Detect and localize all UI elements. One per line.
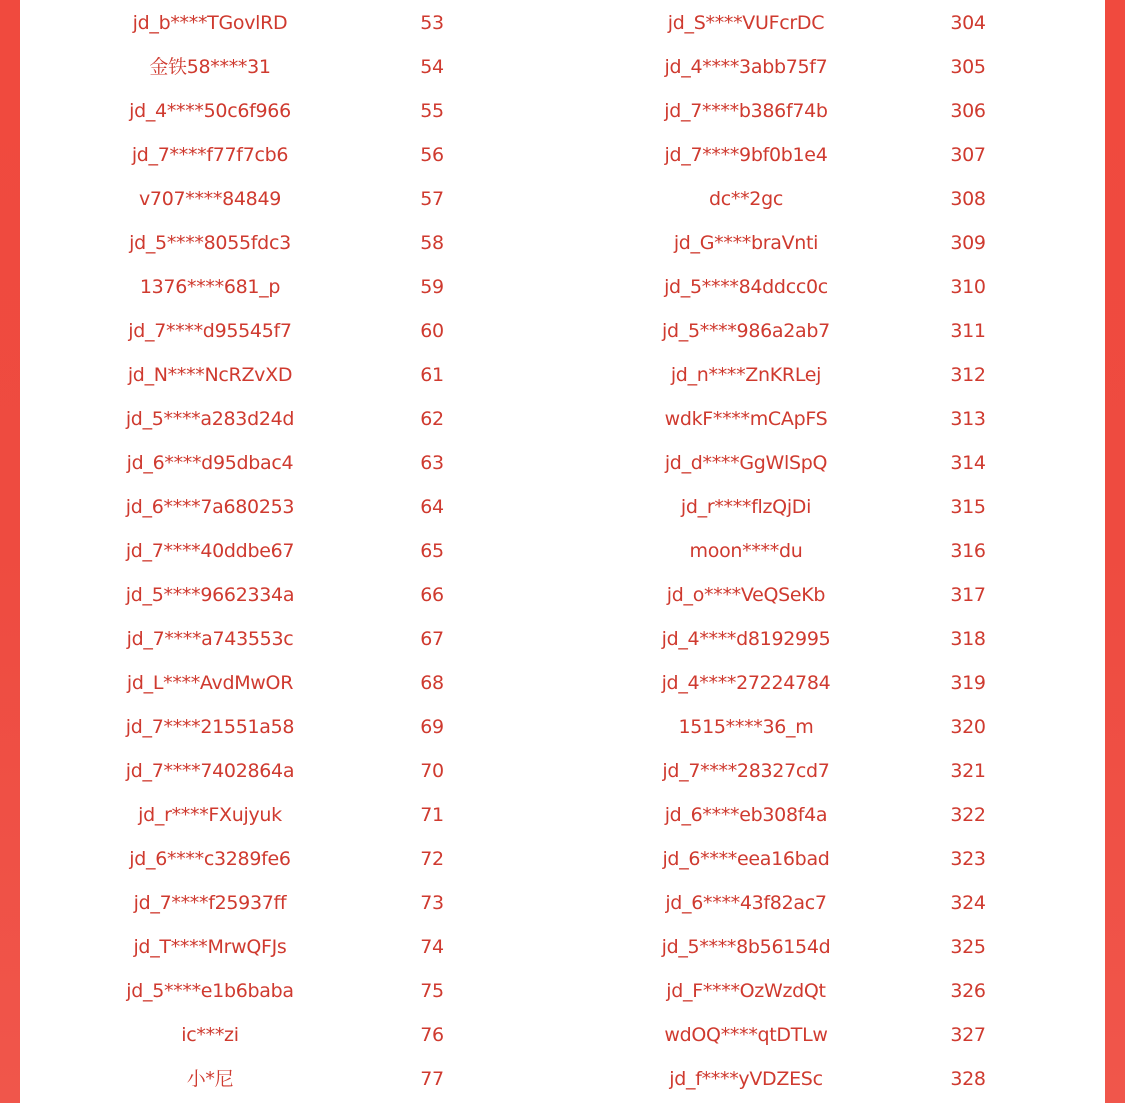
winner-rank: 66 <box>420 584 444 606</box>
winner-username: jd_5****a283d24d <box>125 408 295 430</box>
winner-rank: 54 <box>420 56 444 78</box>
winner-username: jd_5****9662334a <box>125 584 295 606</box>
winner-row <box>20 661 540 705</box>
winner-username: jd_4****27224784 <box>661 672 831 694</box>
winner-username: jd_b****TGovlRD <box>132 12 288 34</box>
winner-username: 1515****36_m <box>678 716 814 738</box>
winner-rank: 313 <box>950 408 986 430</box>
winner-username: jd_o****VeQSeKb <box>666 584 826 606</box>
winner-rank: 58 <box>420 232 444 254</box>
right-red-border <box>1105 0 1125 1103</box>
winner-username: jd_5****84ddcc0c <box>664 276 828 298</box>
winner-rank: 57 <box>420 188 444 210</box>
winner-username: jd_7****28327cd7 <box>662 760 830 782</box>
winner-row <box>540 221 1105 265</box>
winner-row <box>540 573 1105 617</box>
winner-row <box>20 265 540 309</box>
winner-rank: 55 <box>420 100 444 122</box>
winner-username: jd_S****VUFcrDC <box>667 12 825 34</box>
winner-rank: 62 <box>420 408 444 430</box>
winner-rank: 76 <box>420 1024 444 1046</box>
winner-row <box>20 749 540 793</box>
left-winners-column <box>20 0 540 1103</box>
winner-username: wdOQ****qtDTLw <box>664 1024 828 1046</box>
winner-username: moon****du <box>689 540 803 562</box>
winner-row <box>20 705 540 749</box>
winner-rank: 69 <box>420 716 444 738</box>
right-winners-column <box>540 0 1105 1103</box>
winner-rank: 328 <box>950 1068 986 1090</box>
winner-row <box>20 485 540 529</box>
winner-rank: 321 <box>950 760 986 782</box>
winner-row <box>20 573 540 617</box>
winner-row <box>540 1057 1105 1101</box>
winner-row <box>20 969 540 1013</box>
winner-rank: 61 <box>420 364 444 386</box>
winner-rank: 74 <box>420 936 444 958</box>
winner-row <box>20 397 540 441</box>
winner-username: jd_7****a743553c <box>126 628 294 650</box>
winner-rank: 319 <box>950 672 986 694</box>
winner-rank: 72 <box>420 848 444 870</box>
winner-rank: 317 <box>950 584 986 606</box>
winner-rank: 320 <box>950 716 986 738</box>
winner-username: jd_T****MrwQFJs <box>133 936 287 958</box>
winner-rank: 314 <box>950 452 986 474</box>
winner-row <box>20 45 540 89</box>
winner-username: jd_5****986a2ab7 <box>662 320 830 342</box>
winner-username: jd_r****flzQjDi <box>680 496 812 518</box>
winner-username: jd_r****FXujyuk <box>138 804 282 826</box>
winner-row <box>540 1013 1105 1057</box>
winner-username: jd_5****e1b6baba <box>126 980 294 1002</box>
winner-username: v707****84849 <box>138 188 282 210</box>
winner-row <box>20 309 540 353</box>
winner-row <box>20 529 540 573</box>
winner-row <box>20 353 540 397</box>
winner-username: ic***zi <box>181 1024 239 1046</box>
winner-username: jd_7****40ddbe67 <box>125 540 295 562</box>
winner-row <box>20 881 540 925</box>
winner-row <box>20 221 540 265</box>
winner-row <box>540 89 1105 133</box>
winner-row <box>20 793 540 837</box>
winner-username: jd_7****d95545f7 <box>128 320 292 342</box>
winner-rank: 305 <box>950 56 986 78</box>
winner-row <box>20 177 540 221</box>
left-red-border <box>0 0 20 1103</box>
winner-username: jd_6****43f82ac7 <box>665 892 827 914</box>
winner-row <box>540 177 1105 221</box>
winner-row <box>540 529 1105 573</box>
winner-username: jd_7****21551a58 <box>125 716 295 738</box>
winner-rank: 309 <box>950 232 986 254</box>
winner-rank: 63 <box>420 452 444 474</box>
winner-row <box>20 837 540 881</box>
winner-rank: 310 <box>950 276 986 298</box>
winner-username: jd_6****eb308f4a <box>664 804 828 826</box>
winner-row <box>540 705 1105 749</box>
winner-row <box>20 617 540 661</box>
winner-row <box>540 925 1105 969</box>
winner-rank: 308 <box>950 188 986 210</box>
winner-username: jd_N****NcRZvXD <box>127 364 293 386</box>
winner-row <box>540 881 1105 925</box>
winners-list-sheet <box>20 0 1105 1103</box>
winner-rank: 324 <box>950 892 986 914</box>
winner-username: jd_7****f25937ff <box>133 892 287 914</box>
winner-username: 小*尼 <box>186 1068 234 1090</box>
winner-rank: 53 <box>420 12 444 34</box>
winner-rank: 323 <box>950 848 986 870</box>
winner-rank: 71 <box>420 804 444 826</box>
winner-rank: 73 <box>420 892 444 914</box>
winner-rank: 316 <box>950 540 986 562</box>
winner-row <box>540 309 1105 353</box>
winner-row <box>540 397 1105 441</box>
winner-username: 金铁58****31 <box>149 56 271 78</box>
winner-username: jd_6****7a680253 <box>125 496 295 518</box>
winner-username: jd_4****50c6f966 <box>129 100 291 122</box>
winner-rank: 311 <box>950 320 986 342</box>
winner-rank: 56 <box>420 144 444 166</box>
winner-row <box>540 353 1105 397</box>
winner-username: jd_7****9bf0b1e4 <box>664 144 828 166</box>
winner-rank: 327 <box>950 1024 986 1046</box>
winner-row <box>20 89 540 133</box>
winner-rank: 77 <box>420 1068 444 1090</box>
winner-row <box>540 485 1105 529</box>
winner-rank: 68 <box>420 672 444 694</box>
winner-row <box>20 1 540 45</box>
winner-row <box>20 925 540 969</box>
winner-rank: 67 <box>420 628 444 650</box>
winner-row <box>20 133 540 177</box>
winner-row <box>20 441 540 485</box>
winner-username: jd_L****AvdMwOR <box>126 672 294 694</box>
winner-rank: 64 <box>420 496 444 518</box>
winner-rank: 304 <box>950 12 986 34</box>
winner-rank: 326 <box>950 980 986 1002</box>
winner-rank: 70 <box>420 760 444 782</box>
winner-username: jd_6****eea16bad <box>662 848 830 870</box>
winner-rank: 306 <box>950 100 986 122</box>
winner-username: jd_4****3abb75f7 <box>664 56 828 78</box>
winner-rank: 318 <box>950 628 986 650</box>
winner-username: wdkF****mCApFS <box>664 408 828 430</box>
winner-row <box>540 749 1105 793</box>
winner-username: jd_7****f77f7cb6 <box>131 144 289 166</box>
winner-username: jd_F****OzWzdQt <box>666 980 826 1002</box>
winner-rank: 312 <box>950 364 986 386</box>
winner-rank: 315 <box>950 496 986 518</box>
winner-row <box>540 441 1105 485</box>
winner-username: jd_f****yVDZESc <box>669 1068 823 1090</box>
winner-username: jd_6****d95dbac4 <box>126 452 294 474</box>
winner-row <box>540 133 1105 177</box>
winner-row <box>20 1057 540 1101</box>
winner-row <box>20 1013 540 1057</box>
winner-row <box>540 617 1105 661</box>
winner-row <box>540 661 1105 705</box>
winner-rank: 60 <box>420 320 444 342</box>
winner-username: 1376****681_p <box>139 276 281 298</box>
winner-row <box>540 1 1105 45</box>
winner-username: jd_7****b386f74b <box>664 100 828 122</box>
winner-username: dc**2gc <box>708 188 783 210</box>
winner-rank: 307 <box>950 144 986 166</box>
winner-username: jd_6****c3289fe6 <box>129 848 291 870</box>
winner-username: jd_G****braVnti <box>673 232 819 254</box>
winner-rank: 75 <box>420 980 444 1002</box>
winner-rank: 322 <box>950 804 986 826</box>
winner-row <box>540 793 1105 837</box>
winner-rank: 325 <box>950 936 986 958</box>
winner-row <box>540 837 1105 881</box>
winner-row <box>540 265 1105 309</box>
winner-row <box>540 45 1105 89</box>
winner-username: jd_7****7402864a <box>125 760 295 782</box>
winner-rank: 65 <box>420 540 444 562</box>
winner-rank: 59 <box>420 276 444 298</box>
winner-row <box>540 969 1105 1013</box>
winner-username: jd_5****8b56154d <box>661 936 831 958</box>
winner-username: jd_4****d8192995 <box>661 628 831 650</box>
winner-username: jd_5****8055fdc3 <box>129 232 291 254</box>
winner-username: jd_d****GgWlSpQ <box>664 452 828 474</box>
winner-username: jd_n****ZnKRLej <box>670 364 822 386</box>
